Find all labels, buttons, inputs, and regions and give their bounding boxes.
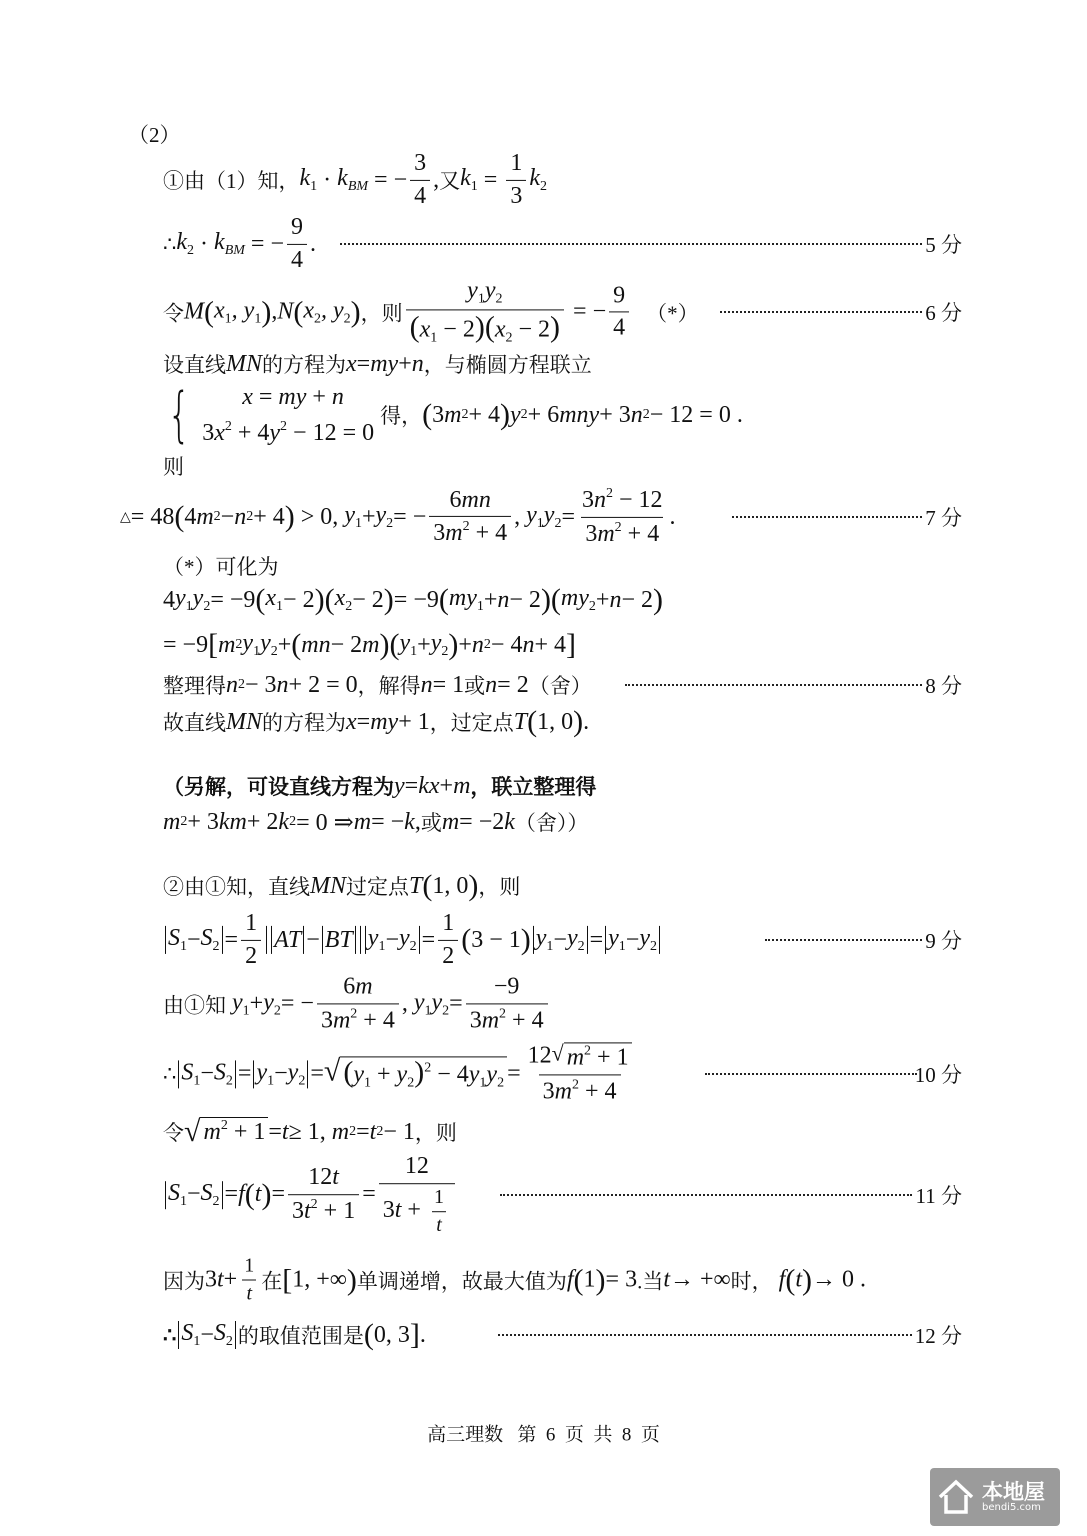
text: 的方程为 (262, 711, 346, 735)
score-6: 6 分 (925, 301, 962, 325)
text: （*）可化为 (163, 555, 279, 579)
house-icon (936, 1477, 976, 1517)
text: ，与椭圆方程联立 (423, 353, 592, 377)
watermark-logo (930, 1468, 1060, 1526)
text: ，过定点 (429, 711, 514, 735)
text: 时， (730, 1269, 773, 1293)
text: ，则 (360, 301, 403, 325)
text: 又 (439, 169, 461, 193)
dot-leader (705, 1073, 917, 1075)
score-10: 10 分 (914, 1063, 962, 1087)
text: 则 (163, 455, 184, 479)
score-12: 12 分 (914, 1324, 962, 1348)
text: 或 (464, 674, 486, 698)
text: 令 (163, 1121, 184, 1145)
text: （另解，可设直线方程为 (163, 775, 394, 799)
text: 过定点 (346, 875, 409, 899)
score-11: 11 分 (915, 1184, 962, 1208)
text: 由①知 (163, 993, 226, 1017)
dot-leader (340, 243, 922, 245)
star-mark: （*） (646, 301, 699, 325)
score-8: 8 分 (925, 674, 962, 698)
dot-leader (732, 516, 922, 518)
page-footer: 高三理数 第 6 页 共 8 页 (427, 1424, 660, 1446)
text: .当 (637, 1269, 664, 1293)
part-label: （2） (128, 123, 181, 147)
watermark-url: bendi5.com (982, 1501, 1041, 1513)
dot-leader (765, 939, 922, 941)
therefore-symbol: ∴ (163, 1061, 177, 1086)
dot-leader (498, 1334, 912, 1336)
text: 令 (163, 301, 184, 325)
text: 单调递增，故最大值为 (356, 1269, 567, 1293)
text: 的取值范围是 (237, 1324, 364, 1348)
text: 的方程为 (262, 353, 346, 377)
text: ，联立整理得 (470, 775, 597, 799)
text: ，则 (478, 875, 521, 899)
dot-leader (500, 1194, 912, 1196)
score-9: 9 分 (925, 929, 962, 953)
text: ②由①知，直线 (163, 875, 310, 899)
text: ，解得 (357, 674, 421, 698)
text: 故直线 (163, 711, 226, 735)
delta-icon: △ (120, 509, 131, 525)
text: （舍） (528, 674, 592, 698)
score-7: 7 分 (925, 506, 962, 530)
text: 或 (420, 811, 442, 835)
dot-leader (720, 311, 922, 313)
therefore-symbol: ∴ (163, 1322, 177, 1347)
score-5: 5 分 (925, 233, 962, 257)
text: 得， (380, 404, 423, 428)
text: （舍）） (514, 811, 589, 835)
text: 因为 (163, 1269, 205, 1293)
text: ，则 (414, 1121, 457, 1145)
therefore-symbol: ∴ (163, 231, 177, 256)
text: ①由（1）知， (163, 169, 300, 193)
text: 设直线 (163, 353, 226, 377)
text: 整理得 (163, 674, 226, 698)
text: 在 (261, 1269, 283, 1293)
watermark-title: 本地屋 (982, 1479, 1045, 1504)
dot-leader (625, 684, 922, 686)
